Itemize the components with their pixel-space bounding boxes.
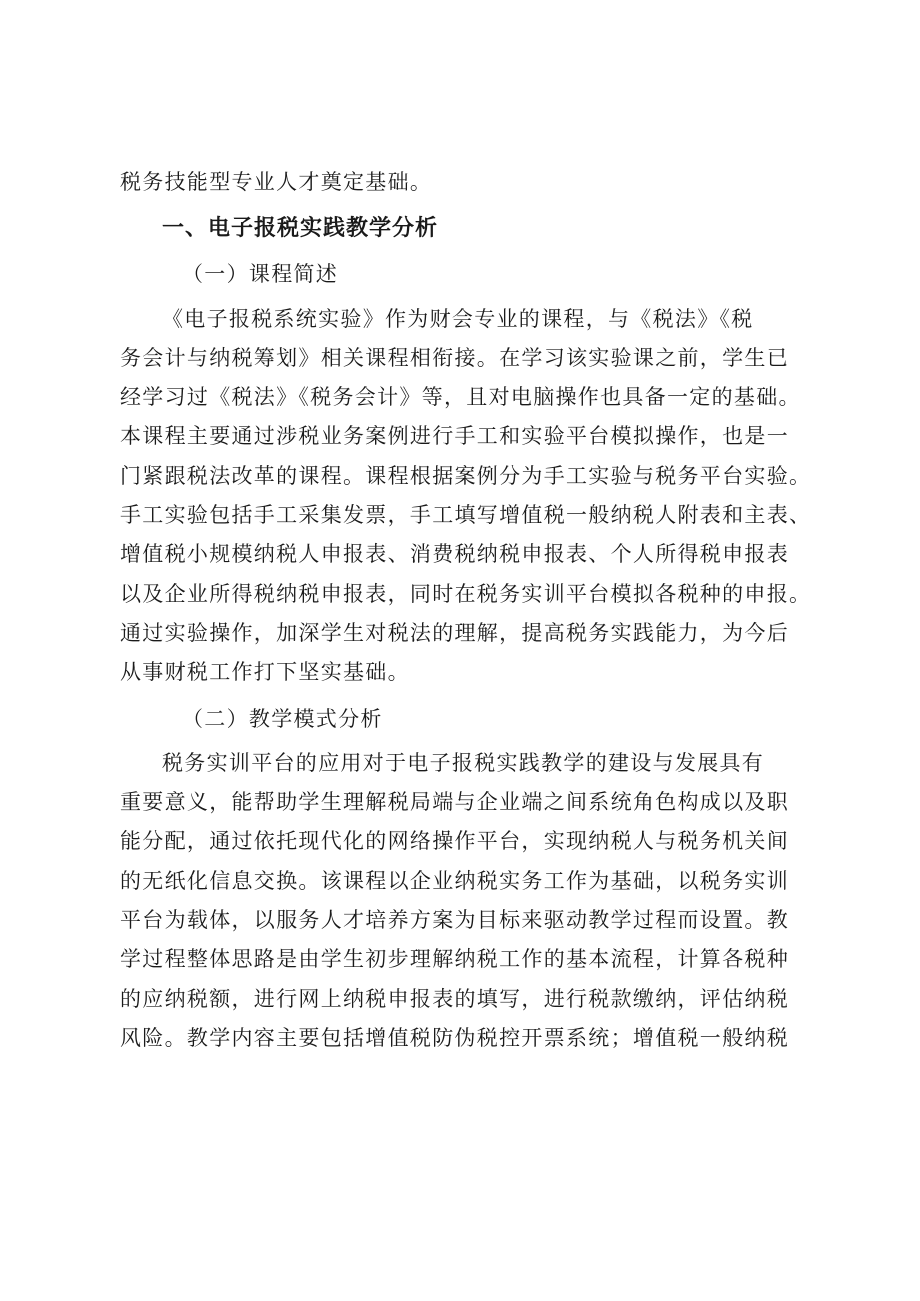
paragraph-line: 平台为载体，以服务人才培养方案为目标来驱动教学过程而设置。教 — [120, 908, 789, 932]
paragraph-line: 《电子报税系统实验》作为财会专业的课程，与《税法》《税 — [162, 307, 754, 331]
paragraph-line: 门紧跟税法改革的课程。课程根据案例分为手工实验与税务平台实验。 — [120, 464, 812, 488]
paragraph-line: 务会计与纳税筹划》相关课程相衔接。在学习该实验课之前，学生已 — [120, 346, 789, 370]
section-heading: 一、电子报税实践教学分析 — [162, 216, 439, 241]
paragraph-line: 通过实验操作，加深学生对税法的理解，提高税务实践能力，为今后 — [120, 621, 789, 645]
paragraph-line: 学过程整体思路是由学生初步理解纳税工作的基本流程，计算各税种 — [120, 947, 789, 971]
paragraph-line: 从事财税工作打下坚实基础。 — [120, 660, 410, 684]
paragraph-line: 重要意义，能帮助学生理解税局端与企业端之间系统角色构成以及职 — [120, 790, 789, 814]
paragraph-line: 的应纳税额，进行网上纳税申报表的填写，进行税款缴纳，评估纳税 — [120, 987, 789, 1011]
subsection-heading: （二）教学模式分析 — [182, 707, 383, 731]
paragraph-line: 税务实训平台的应用对于电子报税实践教学的建设与发展具有 — [162, 751, 765, 775]
paragraph-line: 风险。教学内容主要包括增值税防伪税控开票系统；增值税一般纳税 — [120, 1026, 789, 1050]
paragraph-line: 的无纸化信息交换。该课程以企业纳税实务工作为基础，以税务实训 — [120, 869, 789, 893]
paragraph-line: 能分配，通过依托现代化的网络操作平台，实现纳税人与税务机关间 — [120, 829, 789, 853]
paragraph-line: 本课程主要通过涉税业务案例进行手工和实验平台模拟操作，也是一 — [120, 424, 789, 448]
paragraph-line: 增值税小规模纳税人申报表、消费税纳税申报表、个人所得税申报表 — [120, 542, 789, 566]
paragraph-line: 以及企业所得税纳税申报表，同时在税务实训平台模拟各税种的申报。 — [120, 582, 812, 606]
paragraph-line: 手工实验包括手工采集发票，手工填写增值税一般纳税人附表和主表、 — [120, 503, 812, 527]
paragraph-line: 经学习过《税法》《税务会计》等，且对电脑操作也具备一定的基础。 — [120, 385, 801, 409]
paragraph-continuation-line: 税务技能型专业人才奠定基础。 — [120, 170, 433, 194]
subsection-heading: （一）课程简述 — [182, 262, 339, 286]
